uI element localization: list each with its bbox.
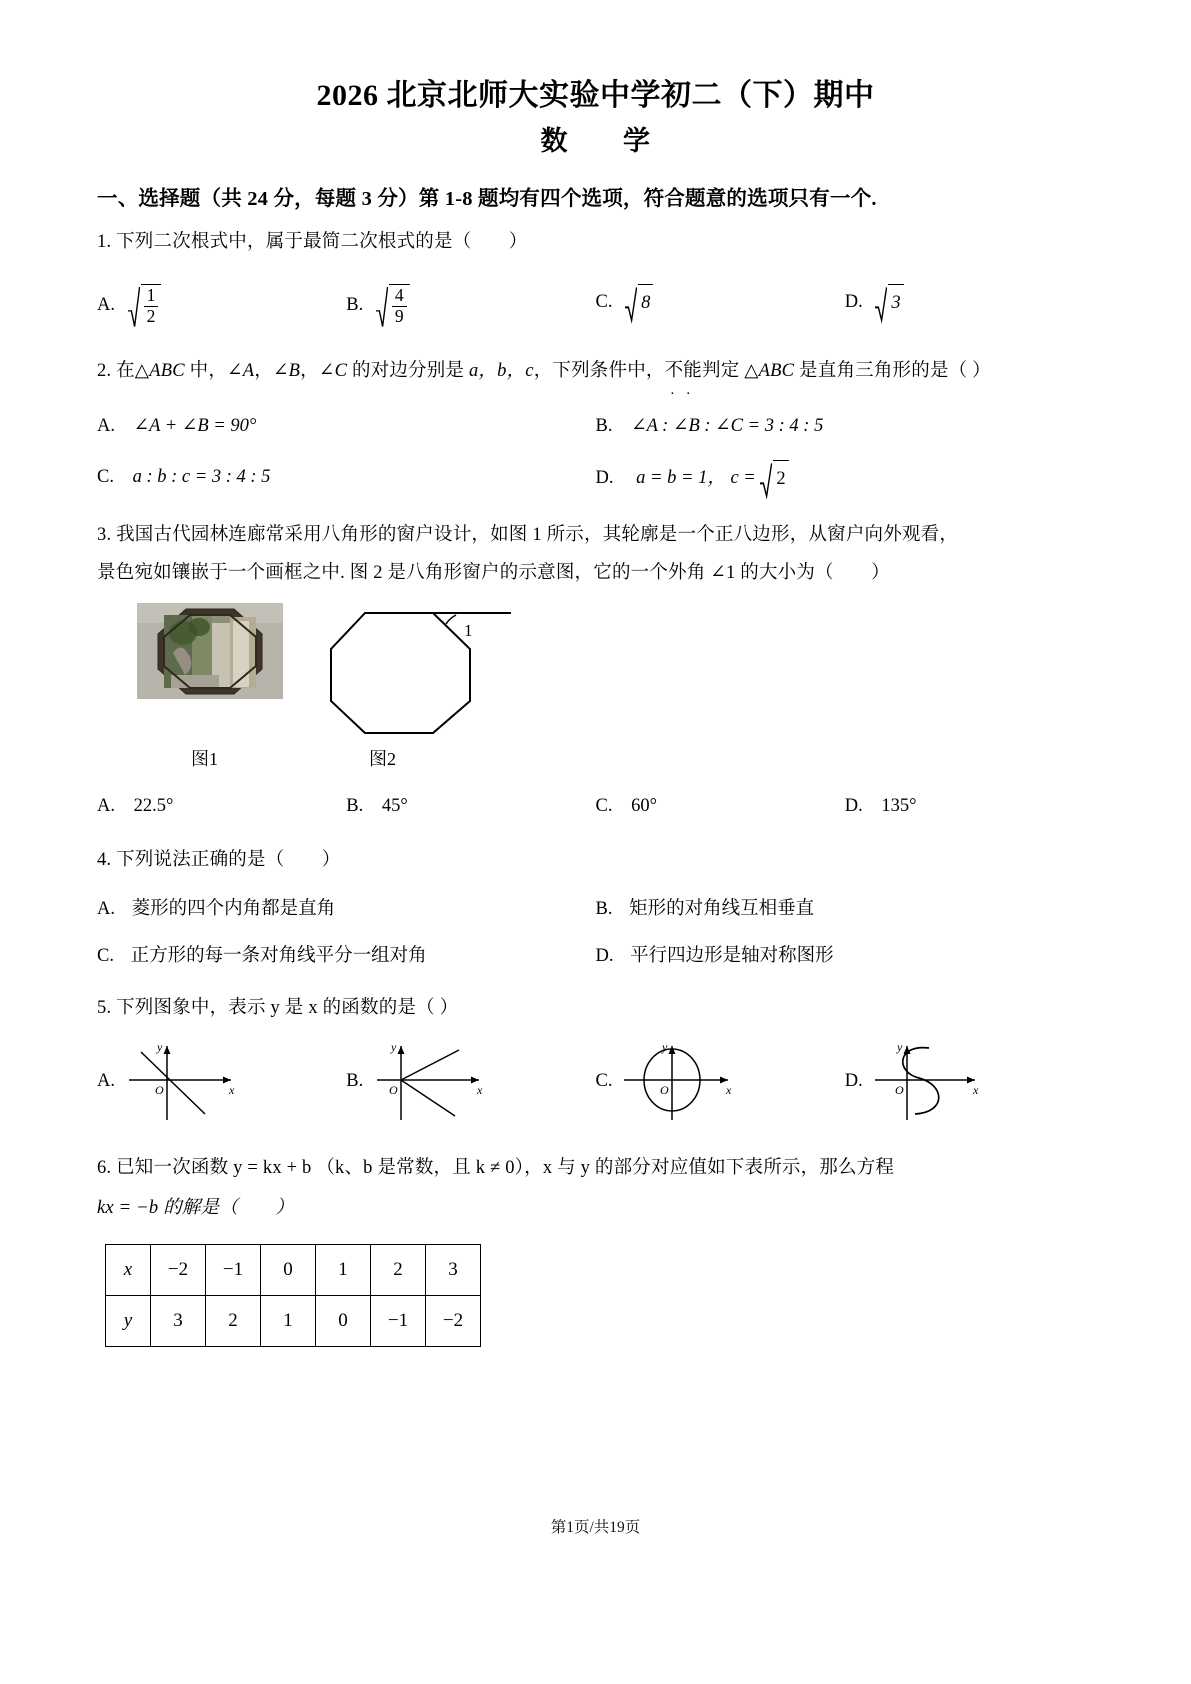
- y-axis-label: y: [896, 1040, 903, 1055]
- radicand: 3: [891, 293, 901, 314]
- table-row-y: [106, 1295, 481, 1346]
- q2-angle-a: A: [242, 360, 255, 381]
- question-2-options-row2: [97, 460, 1094, 497]
- graph-s-curve: [867, 1038, 992, 1124]
- table-cell: 0: [316, 1295, 371, 1346]
- octagon-photo: [137, 603, 283, 699]
- option-label: D.: [595, 946, 614, 967]
- option-text-d: a = b = 1， c = 2: [636, 468, 789, 488]
- origin-label: O: [155, 1083, 164, 1098]
- option-label: B.: [346, 294, 364, 315]
- question-3-figures: [97, 603, 1094, 753]
- fraction-denominator: 2: [144, 306, 159, 327]
- question-1-option-c[interactable]: [596, 284, 845, 326]
- table-cell: 1: [316, 1244, 371, 1295]
- q2-text-c2: ，∠: [300, 360, 335, 381]
- question-2-option-d[interactable]: [596, 460, 1095, 497]
- option-label: D.: [595, 467, 614, 488]
- question-1-option-a[interactable]: [97, 284, 346, 326]
- table-cell: −1: [371, 1295, 426, 1346]
- graph-circle: [616, 1038, 741, 1124]
- radical-icon: [875, 286, 887, 323]
- option-text: 平行四边形是轴对称图形: [630, 946, 834, 967]
- page-content: [97, 74, 1094, 1347]
- option-text: a : b : c = 3 : 4 : 5: [132, 466, 271, 487]
- x-axis-label: x: [726, 1083, 732, 1098]
- question-5-graphs: [97, 1038, 1094, 1124]
- x-axis-label: x: [972, 1083, 979, 1098]
- sqrt-one-half: [128, 284, 162, 326]
- fraction: [144, 286, 159, 326]
- table-cell: −2: [426, 1295, 481, 1346]
- y-axis-label: y: [662, 1040, 668, 1055]
- fraction-numerator: 1: [146, 285, 156, 306]
- question-5-stem: [97, 990, 1094, 1028]
- sqrt-four-ninths: [376, 284, 410, 326]
- page-footer: 第1页/共19页: [550, 1519, 641, 1536]
- question-2-options-row1: [97, 409, 1094, 444]
- radical-icon: [760, 462, 772, 499]
- question-6-number: 6.: [97, 1158, 112, 1179]
- option-label: A.: [97, 415, 115, 436]
- question-1-options: [97, 284, 1094, 326]
- q2-sides: a，b，c: [468, 360, 534, 381]
- sqrt-three: [875, 284, 903, 321]
- octagon-diagram-svg: [315, 591, 525, 741]
- y-axis-label: y: [391, 1040, 397, 1055]
- sqrt-eight: [625, 284, 653, 321]
- question-2-option-b[interactable]: [596, 409, 1095, 444]
- question-3-option-d[interactable]: [845, 789, 1094, 824]
- table-cell: 0: [261, 1244, 316, 1295]
- x-axis-label: x: [229, 1083, 235, 1098]
- q2-triangle-name: ABC: [149, 360, 185, 381]
- question-3-options: [97, 789, 1094, 824]
- option-text: 60°: [631, 795, 657, 816]
- question-6-text-2: kx = −b 的解是（ ）: [97, 1198, 295, 1219]
- question-4-number: 4.: [97, 849, 112, 870]
- question-4-option-b[interactable]: [596, 892, 1095, 927]
- question-2-option-a[interactable]: [97, 409, 596, 444]
- subject-title: 数 学: [540, 125, 651, 156]
- question-1-number: 1.: [97, 232, 112, 253]
- option-label: B.: [595, 898, 613, 919]
- option-label: B.: [595, 415, 613, 436]
- radicand: 8: [641, 293, 651, 314]
- question-1-text: 下列二次根式中，属于最简二次根式的是（ ）: [116, 232, 528, 253]
- radical-icon: [625, 286, 637, 323]
- option-label: D.: [844, 1070, 863, 1091]
- option-text: 135°: [881, 795, 917, 816]
- row-label-y: y: [106, 1295, 151, 1346]
- question-5-number: 5.: [97, 998, 112, 1019]
- question-3-number: 3.: [97, 524, 112, 545]
- question-2-option-c[interactable]: [97, 460, 596, 497]
- graph-decreasing-line: [119, 1038, 244, 1124]
- x-axis-label: x: [477, 1083, 483, 1098]
- page-title: 2026 北京北师大实验中学初二（下）期中: [316, 79, 875, 112]
- question-4-options-row1: [97, 892, 1094, 927]
- fraction-numerator: 4: [394, 285, 404, 306]
- q2-text-mid: 中，∠: [184, 360, 243, 381]
- question-5-text: 下列图象中，表示 y 是 x 的函数的是（ ）: [116, 998, 459, 1019]
- question-3-stem-line2: [97, 555, 1094, 593]
- q2-triangle-name-2: ABC: [758, 360, 795, 381]
- table-cell: 3: [151, 1295, 206, 1346]
- question-5-option-c[interactable]: [596, 1038, 845, 1124]
- q2-emphasis-text: 不能 ··: [665, 353, 702, 391]
- q2-angle-b: B: [288, 360, 301, 381]
- option-text: 22.5°: [133, 795, 174, 816]
- question-3-text-2: 景色宛如镶嵌于一个画框之中. 图 2 是八角形窗户的示意图，它的一个外角 ∠1 的大小为（ ）: [97, 562, 890, 583]
- q2-angle-c: C: [334, 360, 348, 381]
- option-label: C.: [97, 466, 114, 487]
- question-4-stem: [97, 842, 1094, 880]
- option-text: 45°: [381, 795, 408, 816]
- question-6-table: [105, 1244, 481, 1347]
- question-5-option-d[interactable]: [845, 1038, 1094, 1124]
- option-label: B.: [346, 1070, 364, 1091]
- option-label: C.: [595, 795, 613, 816]
- question-3-captions: [97, 745, 1094, 775]
- option-label: A.: [97, 294, 115, 315]
- table-cell: 2: [206, 1295, 261, 1346]
- option-label: C.: [97, 946, 114, 967]
- table-row-x: [106, 1244, 481, 1295]
- question-2-number: 2.: [97, 360, 112, 381]
- option-label: C.: [595, 292, 613, 313]
- radical-icon: [376, 286, 388, 328]
- radical-icon: [128, 286, 140, 328]
- section-heading: 一、选择题（共 24 分，每题 3 分）第 1-8 题均有四个选项，符合题意的选项只有一个.: [97, 187, 877, 210]
- question-6-stem-line2: [97, 1190, 1094, 1228]
- q2-text-pre: 在△: [116, 360, 150, 381]
- octagon-window-photo-svg: [137, 603, 283, 699]
- q2-text-t2: 判定 △: [702, 360, 759, 381]
- question-3-option-b[interactable]: [346, 789, 595, 824]
- table-cell: 3: [426, 1244, 481, 1295]
- question-1-stem: [97, 224, 1094, 262]
- q2-text-t1: ，下列条件中，: [533, 360, 665, 381]
- row-label-x: x: [106, 1244, 151, 1295]
- origin-label: O: [660, 1083, 670, 1098]
- question-4-option-c[interactable]: [97, 939, 596, 974]
- question-3-stem-line1: [97, 517, 1094, 555]
- question-2-stem: [97, 353, 1094, 391]
- option-text: 正方形的每一条对角线平分一组对角: [130, 946, 427, 967]
- question-1-option-d[interactable]: [845, 284, 1094, 326]
- fraction: [392, 286, 407, 326]
- question-3-option-a[interactable]: [97, 789, 346, 824]
- option-text: ∠A : ∠B : ∠C = 3 : 4 : 5: [631, 415, 824, 436]
- angle-1-label: 1: [464, 620, 473, 640]
- question-5-option-a[interactable]: [97, 1038, 346, 1124]
- option-label: D.: [844, 292, 863, 313]
- question-1-option-b[interactable]: [346, 284, 595, 326]
- option-label: A.: [97, 1070, 115, 1091]
- option-text: ∠A + ∠B = 90°: [133, 415, 257, 436]
- q2-text-t3: 是直角三角形的是（ ）: [794, 360, 991, 381]
- table-cell: −1: [206, 1244, 261, 1295]
- table-cell: 2: [371, 1244, 426, 1295]
- graph-v-shaped-lines: [367, 1038, 492, 1124]
- question-3-option-c[interactable]: [596, 789, 845, 824]
- question-5-option-b[interactable]: [346, 1038, 595, 1124]
- question-6-stem-line1: [97, 1150, 1094, 1188]
- figure-2-caption: 图2: [369, 748, 396, 769]
- figure-1-caption: 图1: [191, 748, 218, 769]
- table-cell: 1: [261, 1295, 316, 1346]
- option-label: D.: [844, 795, 863, 816]
- question-4-options-row2: [97, 939, 1094, 974]
- option-label: C.: [595, 1070, 613, 1091]
- question-4-text: 下列说法正确的是（ ）: [116, 849, 341, 870]
- origin-label: O: [389, 1083, 398, 1098]
- fraction-denominator: 9: [392, 306, 407, 327]
- question-4-option-d[interactable]: [596, 939, 1095, 974]
- question-4-option-a[interactable]: [97, 892, 596, 927]
- y-axis-label: y: [157, 1040, 163, 1055]
- octagon-diagram: [315, 591, 525, 746]
- option-label: A.: [97, 898, 115, 919]
- option-text: 矩形的对角线互相垂直: [629, 898, 815, 919]
- q2-text-after: 的对边分别是: [347, 360, 469, 381]
- sqrt-two: 2: [760, 460, 788, 497]
- option-label: B.: [346, 795, 364, 816]
- origin-label: O: [894, 1083, 904, 1098]
- q2-text-c1: ，∠: [254, 360, 289, 381]
- question-3-text-1: 我国古代园林连廊常采用八角形的窗户设计，如图 1 所示，其轮廓是一个正八边形，从窗户向外观看，: [116, 524, 959, 545]
- table-cell: −2: [151, 1244, 206, 1295]
- option-label: A.: [97, 795, 115, 816]
- option-text: 菱形的四个内角都是直角: [131, 898, 336, 919]
- question-6-text-1: 已知一次函数 y = kx + b （k、b 是常数，且 k ≠ 0），x 与 y 的部分对应值如下表所示，那么方程: [116, 1158, 895, 1179]
